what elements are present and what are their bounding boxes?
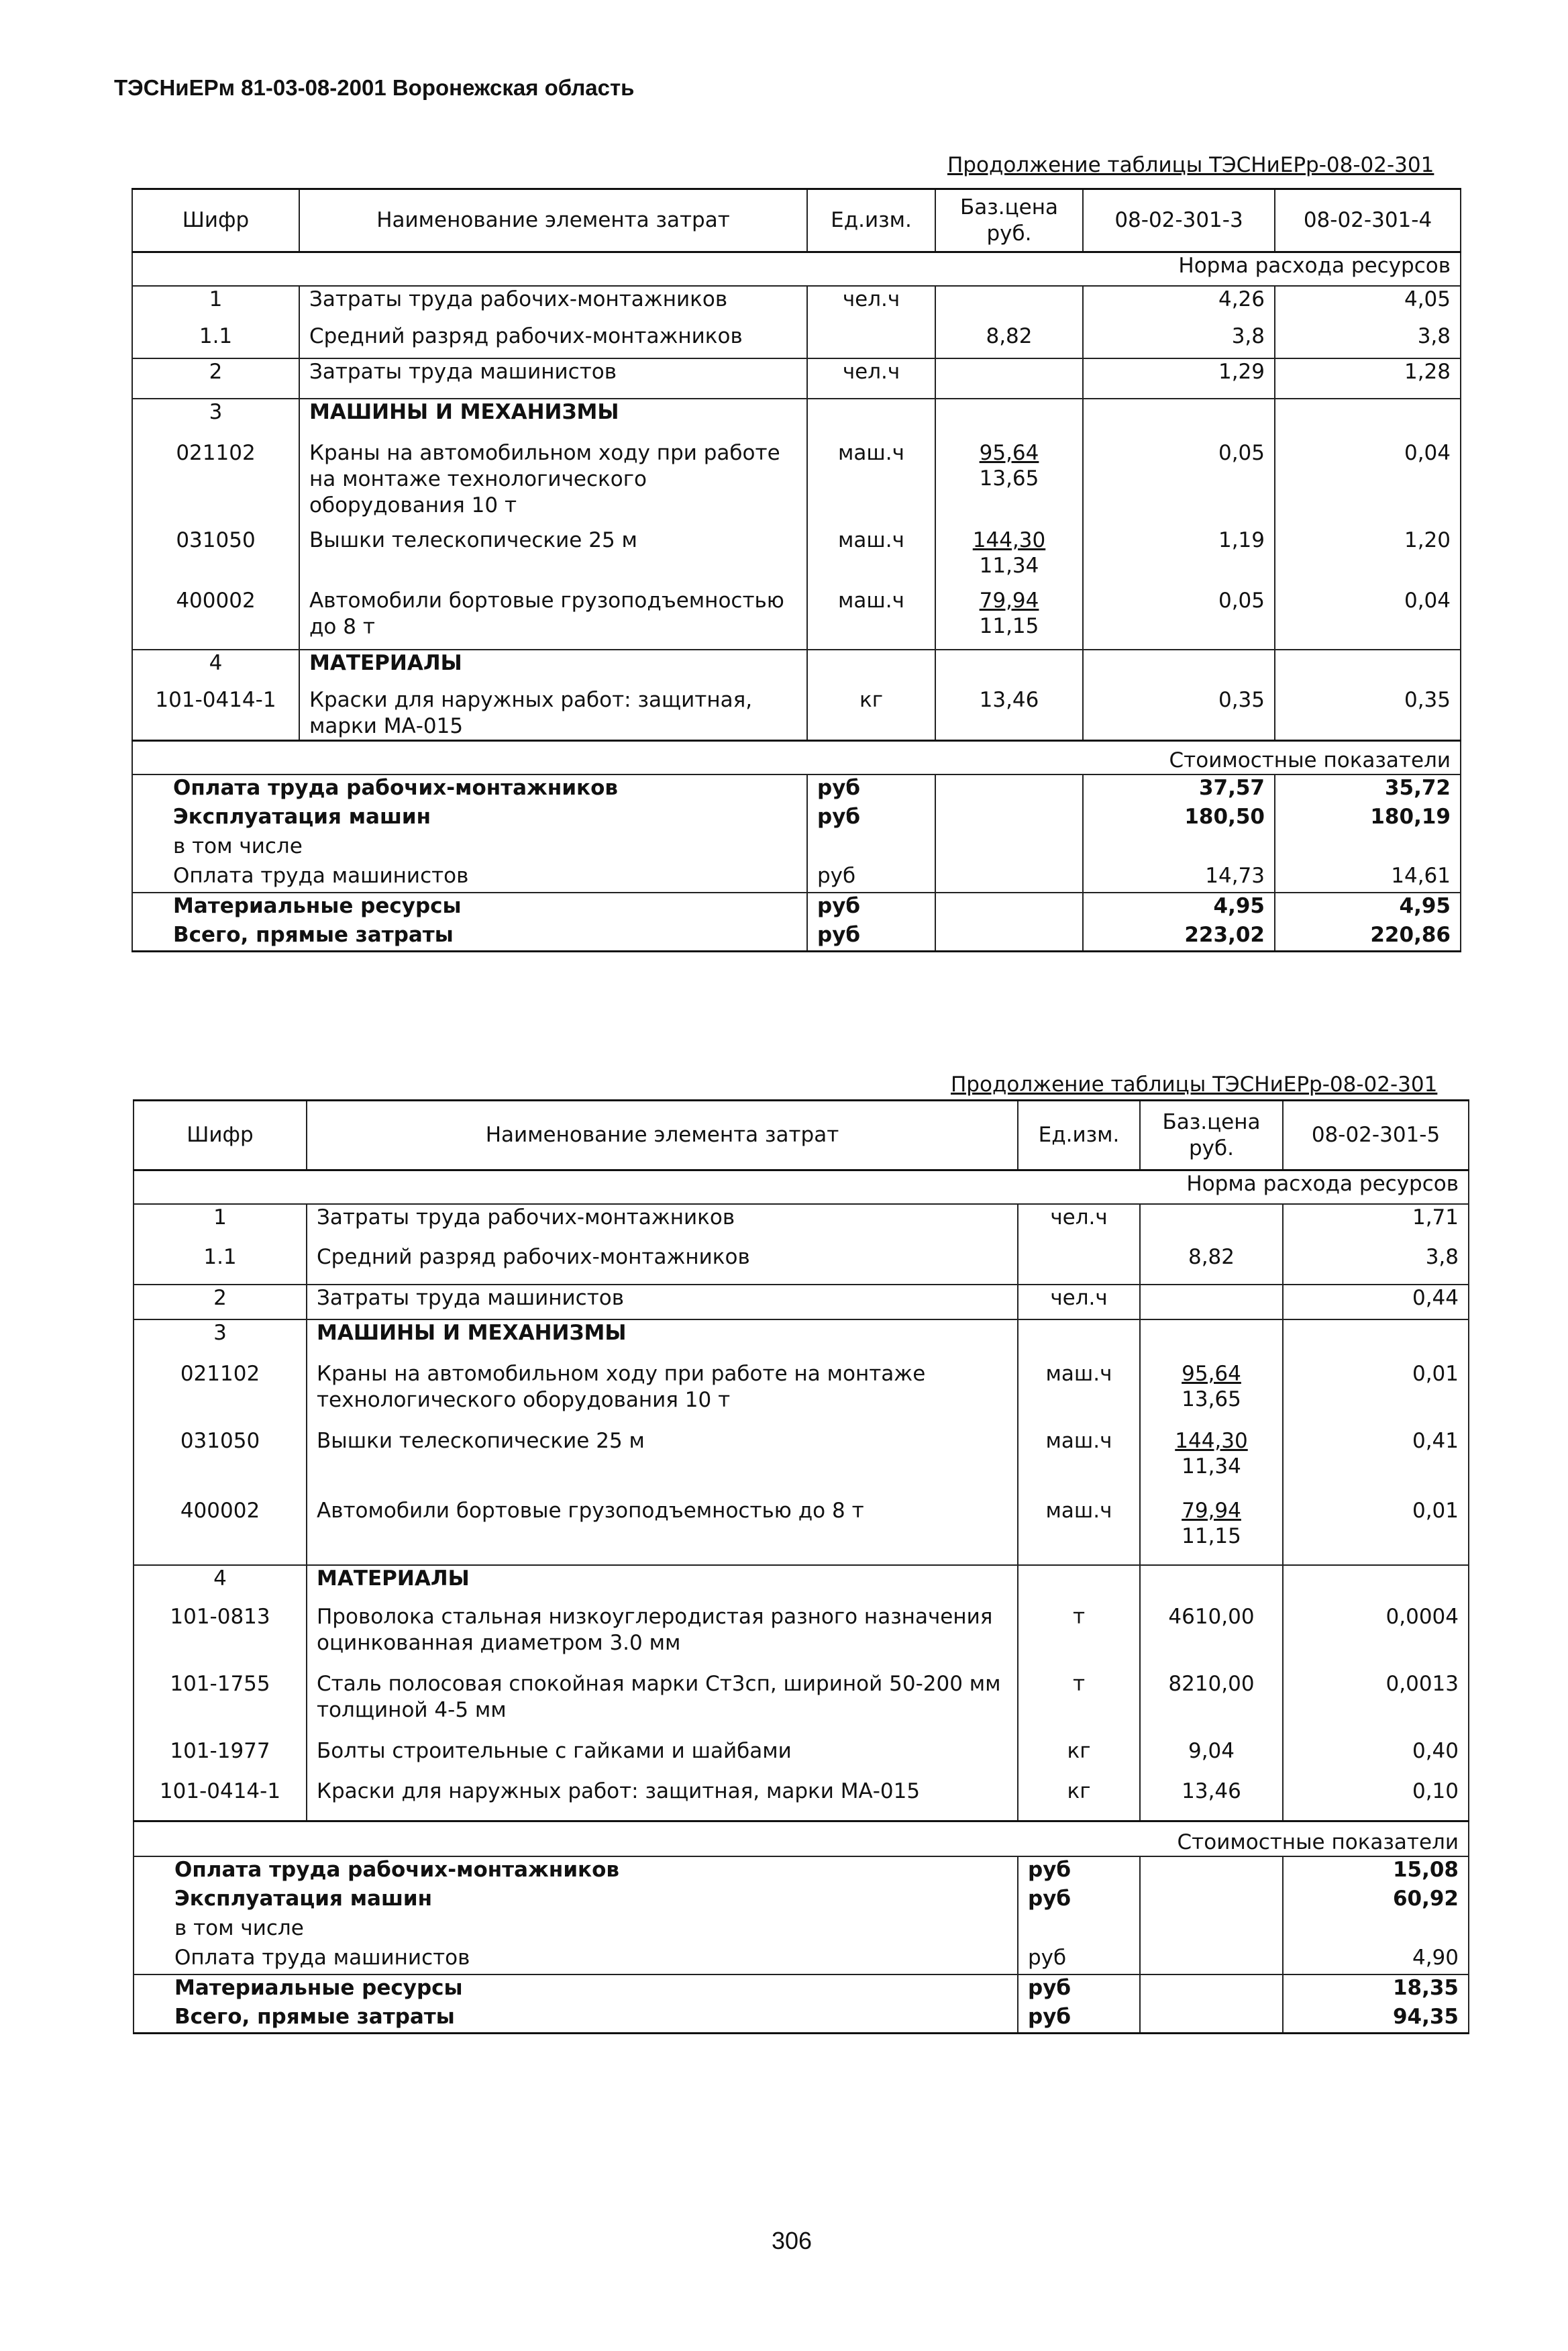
cost-v1: 180,50 xyxy=(1083,804,1275,834)
header-price: Баз.цена руб. xyxy=(1140,1101,1283,1170)
cost-unit: руб xyxy=(807,922,935,952)
price-base: 95,64 xyxy=(979,440,1039,465)
cost-unit: руб xyxy=(1018,1945,1140,1974)
row-unit: маш.ч xyxy=(807,440,935,528)
row-unit: чел.ч xyxy=(807,286,935,323)
cost-price-empty xyxy=(1140,1945,1283,1974)
row-price xyxy=(1140,1779,1283,1821)
row-price xyxy=(935,528,1083,588)
cost-label: Стоимостные показатели xyxy=(134,1821,1469,1856)
cost-v2 xyxy=(1275,834,1461,863)
row-code: 021102 xyxy=(132,440,299,528)
cost-v1: 4,95 xyxy=(1083,893,1275,922)
cost-unit: руб xyxy=(1018,2004,1140,2034)
cost-row xyxy=(132,863,1461,893)
row-name: Автомобили бортовые грузоподъемностью до 8 т xyxy=(299,588,807,650)
row-unit: кг xyxy=(807,687,935,741)
table-row xyxy=(134,1671,1469,1738)
row-name: МАШИНЫ И МЕХАНИЗМЫ xyxy=(307,1319,1018,1361)
cost-price-empty xyxy=(935,922,1083,952)
row-v2: 4,05 xyxy=(1275,286,1461,323)
cost-name: Всего, прямые затраты xyxy=(134,2004,1018,2034)
cost-row xyxy=(134,1945,1469,1974)
row-v2: 0,04 xyxy=(1275,440,1461,528)
header-name: Наименование элемента затрат xyxy=(307,1101,1018,1170)
row-unit xyxy=(807,650,935,687)
row-code: 2 xyxy=(134,1285,307,1319)
row-v1: 0,05 xyxy=(1083,588,1275,650)
price-base: 144,30 xyxy=(1175,1428,1248,1453)
row-code: 400002 xyxy=(134,1498,307,1565)
cost-row xyxy=(134,1974,1469,2004)
row-price xyxy=(1140,1319,1283,1361)
row-name: Средний разряд рабочих-монтажников xyxy=(299,323,807,358)
row-code: 1.1 xyxy=(132,323,299,358)
cost-unit: руб xyxy=(807,774,935,804)
row-price xyxy=(1140,1671,1283,1738)
row-price xyxy=(1140,1428,1283,1498)
cost-unit xyxy=(1018,1915,1140,1945)
row-code: 101-0813 xyxy=(134,1604,307,1671)
cost-name: Материальные ресурсы xyxy=(132,893,807,922)
table2-norm-row xyxy=(134,1170,1469,1204)
cost-price-empty xyxy=(1140,2004,1283,2034)
table-row xyxy=(134,1565,1469,1604)
row-price xyxy=(1140,1361,1283,1428)
row-unit xyxy=(807,399,935,440)
row-price xyxy=(935,323,1083,358)
row-v1: 0,10 xyxy=(1283,1779,1469,1821)
table-row xyxy=(132,650,1461,687)
row-unit xyxy=(1018,1319,1140,1361)
row-unit: маш.ч xyxy=(1018,1498,1140,1565)
cost-row xyxy=(132,804,1461,834)
table-row xyxy=(134,1428,1469,1498)
table-row xyxy=(132,588,1461,650)
table1-cost-label-row xyxy=(132,741,1461,774)
cost-row xyxy=(134,2004,1469,2034)
row-unit: маш.ч xyxy=(1018,1428,1140,1498)
table-row xyxy=(134,1738,1469,1779)
row-v1 xyxy=(1283,1319,1469,1361)
row-name: Краны на автомобильном ходу при работе на монтаже технологического оборудования 10 т xyxy=(307,1361,1018,1428)
row-price xyxy=(1140,1604,1283,1671)
price-sub: 4610,00 xyxy=(1168,1604,1255,1629)
cost-name: Оплата труда рабочих-монтажников xyxy=(134,1856,1018,1886)
cost-v1 xyxy=(1283,1915,1469,1945)
cost-v1: 4,90 xyxy=(1283,1945,1469,1974)
row-code: 101-0414-1 xyxy=(134,1779,307,1821)
cost-v2: 4,95 xyxy=(1275,893,1461,922)
row-unit xyxy=(1018,1565,1140,1604)
row-unit: чел.ч xyxy=(1018,1204,1140,1244)
price-base: 79,94 xyxy=(1182,1498,1241,1523)
table1-body xyxy=(132,286,1461,741)
row-v1 xyxy=(1083,399,1275,440)
cost-v2: 35,72 xyxy=(1275,774,1461,804)
table-row xyxy=(132,286,1461,323)
cost-name: в том числе xyxy=(132,834,807,863)
row-code: 1 xyxy=(132,286,299,323)
row-unit: маш.ч xyxy=(807,588,935,650)
row-name: МАТЕРИАЛЫ xyxy=(299,650,807,687)
cost-name: Оплата труда рабочих-монтажников xyxy=(132,774,807,804)
cost-price-empty xyxy=(935,774,1083,804)
row-unit: чел.ч xyxy=(1018,1285,1140,1319)
row-v1: 0,0013 xyxy=(1283,1671,1469,1738)
cost-price-empty xyxy=(1140,1856,1283,1886)
cost-v2: 180,19 xyxy=(1275,804,1461,834)
row-name: Вышки телескопические 25 м xyxy=(307,1428,1018,1498)
header-price: Баз.цена руб. xyxy=(935,189,1083,252)
table-row xyxy=(132,358,1461,399)
row-name: Краски для наружных работ: защитная, марки МА-015 xyxy=(299,687,807,741)
row-name: Вышки телескопические 25 м xyxy=(299,528,807,588)
price-sub: 8,82 xyxy=(986,323,1033,348)
table-row xyxy=(134,1285,1469,1319)
cost-name: Эксплуатация машин xyxy=(132,804,807,834)
row-v1: 3,8 xyxy=(1083,323,1275,358)
cost-row xyxy=(132,893,1461,922)
table1-norm-row xyxy=(132,252,1461,286)
row-v1: 0,44 xyxy=(1283,1285,1469,1319)
row-v1: 1,19 xyxy=(1083,528,1275,588)
cost-v1: 37,57 xyxy=(1083,774,1275,804)
row-name: Сталь полосовая спокойная марки Ст3сп, шириной 50-200 мм толщиной 4-5 мм xyxy=(307,1671,1018,1738)
price-sub: 11,15 xyxy=(1182,1523,1241,1548)
cost-name: в том числе xyxy=(134,1915,1018,1945)
row-price xyxy=(935,440,1083,528)
price-base: 144,30 xyxy=(972,528,1046,552)
cost-v1: 14,73 xyxy=(1083,863,1275,893)
row-code: 031050 xyxy=(132,528,299,588)
cost-unit: руб xyxy=(1018,1886,1140,1915)
cost-row xyxy=(132,774,1461,804)
cost-name: Оплата труда машинистов xyxy=(134,1945,1018,1974)
row-unit xyxy=(1018,1244,1140,1285)
cost-row xyxy=(132,834,1461,863)
header-col1: 08-02-301-3 xyxy=(1083,189,1275,252)
table1-header-row xyxy=(132,189,1461,252)
row-code: 3 xyxy=(132,399,299,440)
row-name: Затраты труда машинистов xyxy=(299,358,807,399)
cost-unit: руб xyxy=(1018,1974,1140,2004)
header-name: Наименование элемента затрат xyxy=(299,189,807,252)
cost-price-empty xyxy=(1140,1974,1283,2004)
row-code: 4 xyxy=(134,1565,307,1604)
row-v1 xyxy=(1283,1565,1469,1604)
row-name: Болты строительные с гайками и шайбами xyxy=(307,1738,1018,1779)
table-row xyxy=(132,323,1461,358)
row-name: Проволока стальная низкоуглеродистая разного назначения оцинкованная диаметром 3.0 мм xyxy=(307,1604,1018,1671)
price-base: 95,64 xyxy=(1182,1361,1241,1386)
row-v1: 4,26 xyxy=(1083,286,1275,323)
row-price xyxy=(1140,1738,1283,1779)
row-v1: 0,0004 xyxy=(1283,1604,1469,1671)
row-v2 xyxy=(1275,650,1461,687)
row-unit: маш.ч xyxy=(1018,1361,1140,1428)
row-v1: 3,8 xyxy=(1283,1244,1469,1285)
row-code: 4 xyxy=(132,650,299,687)
row-unit: чел.ч xyxy=(807,358,935,399)
price-sub: 8210,00 xyxy=(1168,1671,1255,1696)
price-sub: 11,34 xyxy=(979,553,1039,578)
table-row xyxy=(134,1361,1469,1428)
row-price xyxy=(1140,1285,1283,1319)
row-price xyxy=(935,286,1083,323)
row-name: Затраты труда машинистов xyxy=(307,1285,1018,1319)
row-v1: 0,01 xyxy=(1283,1498,1469,1565)
header-unit: Ед.изм. xyxy=(807,189,935,252)
row-code: 101-1977 xyxy=(134,1738,307,1779)
row-price xyxy=(1140,1204,1283,1244)
row-price xyxy=(935,358,1083,399)
cost-v1: 18,35 xyxy=(1283,1974,1469,2004)
cost-unit: руб xyxy=(1018,1856,1140,1886)
row-price xyxy=(935,650,1083,687)
header-col1: 08-02-301-5 xyxy=(1283,1101,1469,1170)
table-row xyxy=(134,1204,1469,1244)
row-v1: 0,05 xyxy=(1083,440,1275,528)
row-v2: 1,28 xyxy=(1275,358,1461,399)
row-name: Краски для наружных работ: защитная, марки МА-015 xyxy=(307,1779,1018,1821)
row-code: 021102 xyxy=(134,1361,307,1428)
price-sub: 11,34 xyxy=(1182,1454,1241,1479)
cost-label: Стоимостные показатели xyxy=(132,741,1461,774)
row-v2: 0,35 xyxy=(1275,687,1461,741)
cost-v2: 14,61 xyxy=(1275,863,1461,893)
cost-unit: руб xyxy=(807,893,935,922)
table-row xyxy=(132,528,1461,588)
cost-v1: 60,92 xyxy=(1283,1886,1469,1915)
table-row xyxy=(134,1244,1469,1285)
row-v1: 1,71 xyxy=(1283,1204,1469,1244)
row-code: 031050 xyxy=(134,1428,307,1498)
table2-cost-label-row xyxy=(134,1821,1469,1856)
row-code: 400002 xyxy=(132,588,299,650)
price-sub: 9,04 xyxy=(1188,1738,1235,1763)
row-unit: маш.ч xyxy=(807,528,935,588)
table1-costs xyxy=(132,774,1461,952)
table-row xyxy=(132,440,1461,528)
cost-v1: 94,35 xyxy=(1283,2004,1469,2034)
cost-v1: 15,08 xyxy=(1283,1856,1469,1886)
cost-name: Оплата труда машинистов xyxy=(132,863,807,893)
table-row xyxy=(132,399,1461,440)
row-v1: 0,01 xyxy=(1283,1361,1469,1428)
price-sub: 13,65 xyxy=(979,466,1039,491)
table2-header-row xyxy=(134,1101,1469,1170)
row-name: Затраты труда рабочих-монтажников xyxy=(299,286,807,323)
row-name: Краны на автомобильном ходу при работе на монтаже технологического оборудования 10 т xyxy=(299,440,807,528)
header-unit: Ед.изм. xyxy=(1018,1101,1140,1170)
row-name: Автомобили бортовые грузоподъемностью до 8 т xyxy=(307,1498,1018,1565)
row-v2: 1,20 xyxy=(1275,528,1461,588)
cost-v1: 223,02 xyxy=(1083,922,1275,952)
row-name: Затраты труда рабочих-монтажников xyxy=(307,1204,1018,1244)
table2-body xyxy=(134,1204,1469,1821)
row-v2: 0,04 xyxy=(1275,588,1461,650)
cost-price-empty xyxy=(1140,1915,1283,1945)
row-code: 1 xyxy=(134,1204,307,1244)
row-name: МАШИНЫ И МЕХАНИЗМЫ xyxy=(299,399,807,440)
row-v2: 3,8 xyxy=(1275,323,1461,358)
cost-unit: руб xyxy=(807,863,935,893)
page-number: 306 xyxy=(772,2227,813,2254)
cost-price-empty xyxy=(1140,1886,1283,1915)
cost-row xyxy=(132,922,1461,952)
price-sub: 13,46 xyxy=(1182,1779,1241,1803)
row-price xyxy=(1140,1565,1283,1604)
table1-continuation: Продолжение таблицы ТЭСНиЕРр-08-02-301 xyxy=(947,153,1434,177)
price-sub: 13,65 xyxy=(1182,1387,1241,1411)
row-v1: 0,35 xyxy=(1083,687,1275,741)
row-v1: 0,40 xyxy=(1283,1738,1469,1779)
row-v1: 1,29 xyxy=(1083,358,1275,399)
table-row xyxy=(134,1604,1469,1671)
cost-row xyxy=(134,1886,1469,1915)
cost-name: Всего, прямые затраты xyxy=(132,922,807,952)
row-price xyxy=(1140,1498,1283,1565)
cost-name: Эксплуатация машин xyxy=(134,1886,1018,1915)
norm-label: Норма расхода ресурсов xyxy=(134,1170,1469,1204)
price-sub: 13,46 xyxy=(979,687,1039,712)
row-price xyxy=(935,687,1083,741)
row-price xyxy=(935,399,1083,440)
cost-price-empty xyxy=(935,863,1083,893)
cost-v1 xyxy=(1083,834,1275,863)
table-row xyxy=(132,687,1461,741)
row-name: МАТЕРИАЛЫ xyxy=(307,1565,1018,1604)
cost-row xyxy=(134,1856,1469,1886)
cost-v2: 220,86 xyxy=(1275,922,1461,952)
row-unit xyxy=(807,323,935,358)
row-unit: т xyxy=(1018,1671,1140,1738)
row-v1 xyxy=(1083,650,1275,687)
row-unit: кг xyxy=(1018,1779,1140,1821)
row-v2 xyxy=(1275,399,1461,440)
row-code: 1.1 xyxy=(134,1244,307,1285)
cost-row xyxy=(134,1915,1469,1945)
row-unit: т xyxy=(1018,1604,1140,1671)
table2-continuation: Продолжение таблицы ТЭСНиЕРр-08-02-301 xyxy=(951,1072,1438,1097)
row-code: 2 xyxy=(132,358,299,399)
page-title: ТЭСНиЕРм 81-03-08-2001 Воронежская область xyxy=(114,75,635,100)
price-sub: 8,82 xyxy=(1188,1244,1235,1269)
row-code: 3 xyxy=(134,1319,307,1361)
row-code: 101-1755 xyxy=(134,1671,307,1738)
table-row xyxy=(134,1319,1469,1361)
table2-costs xyxy=(134,1856,1469,2034)
header-code: Шифр xyxy=(132,189,299,252)
table-row xyxy=(134,1779,1469,1821)
header-code: Шифр xyxy=(134,1101,307,1170)
row-name: Средний разряд рабочих-монтажников xyxy=(307,1244,1018,1285)
table1 xyxy=(132,188,1461,952)
row-price xyxy=(1140,1244,1283,1285)
cost-name: Материальные ресурсы xyxy=(134,1974,1018,2004)
price-sub: 11,15 xyxy=(979,613,1039,638)
row-code: 101-0414-1 xyxy=(132,687,299,741)
row-unit: кг xyxy=(1018,1738,1140,1779)
row-v1: 0,41 xyxy=(1283,1428,1469,1498)
table-row xyxy=(134,1498,1469,1565)
price-base: 79,94 xyxy=(979,588,1039,613)
row-price xyxy=(935,588,1083,650)
header-col2: 08-02-301-4 xyxy=(1275,189,1461,252)
table2 xyxy=(133,1099,1469,2034)
cost-unit: руб xyxy=(807,804,935,834)
cost-price-empty xyxy=(935,893,1083,922)
cost-price-empty xyxy=(935,804,1083,834)
cost-unit xyxy=(807,834,935,863)
cost-price-empty xyxy=(935,834,1083,863)
norm-label: Норма расхода ресурсов xyxy=(132,252,1461,286)
